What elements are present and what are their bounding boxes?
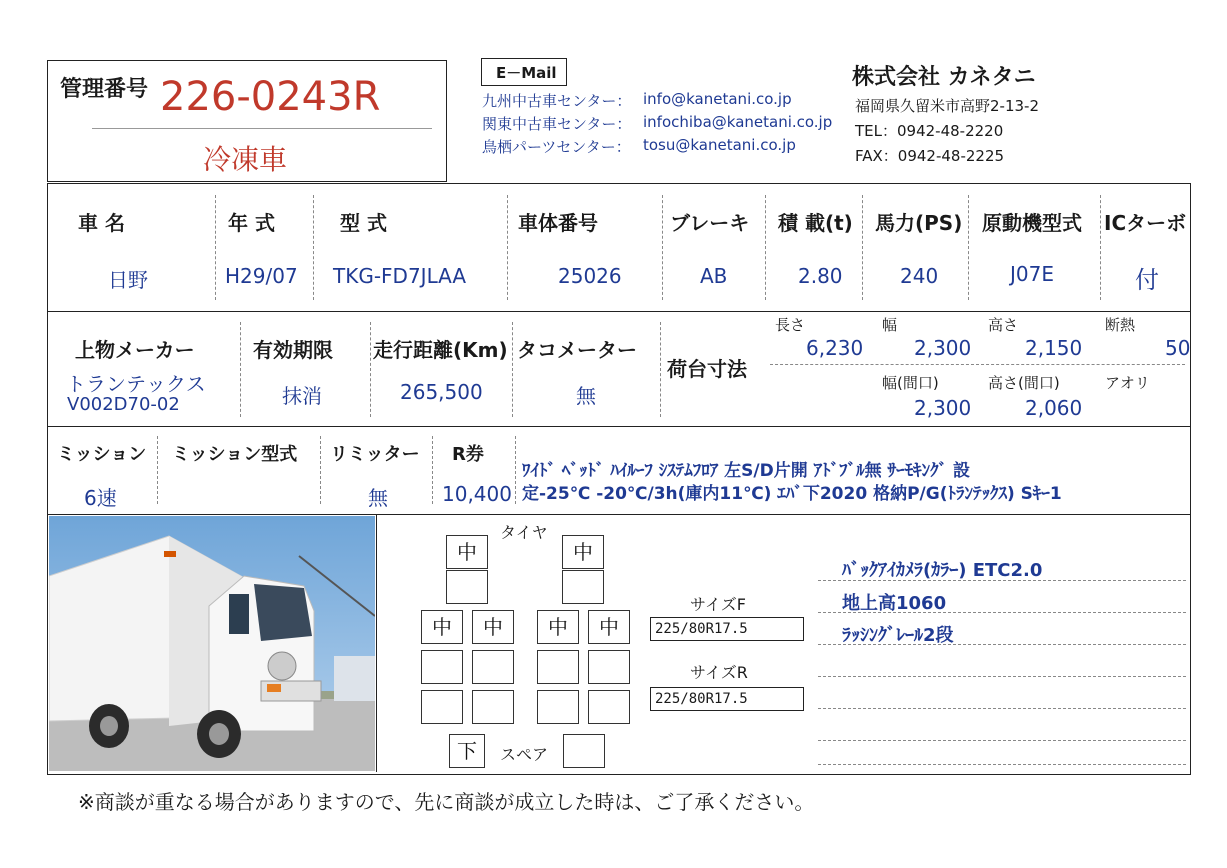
tire-front-left: 中: [446, 535, 488, 569]
notes-line-2: 定-25℃ -20℃/3h(庫内11℃) ｴﾊﾞ下2020 格納P/G(ﾄﾗﾝﾃｯｸｽ) Sｷｰ1: [522, 484, 1062, 504]
email-center-0: 九州中古車センター：: [482, 92, 632, 110]
company-fax: FAX：0942-48-2225: [855, 147, 1005, 165]
mission-value: 6速: [84, 486, 117, 510]
equipment-line: [818, 580, 1186, 581]
row3-col-line: [157, 436, 158, 504]
header-horsepower: 馬力(PS): [875, 211, 963, 235]
header-ic-turbo: ICターボ: [1104, 211, 1187, 235]
cargo-size-label: 荷台寸法: [667, 357, 747, 381]
opening-width-value: 2,300: [914, 396, 972, 420]
header-chassis: 車体番号: [518, 211, 598, 235]
insulation-label: 断熱: [1105, 316, 1136, 334]
size-f-label: サイズF: [690, 595, 746, 614]
width-value: 2,300: [914, 336, 972, 360]
row1-col-line: [765, 195, 766, 300]
value-year: H29/07: [225, 264, 298, 288]
row2-col-line: [370, 322, 371, 417]
tire-rear2-left-inner: [472, 650, 514, 684]
mission-type-label: ミッション型式: [172, 444, 298, 465]
r-ticket-value: 10,400: [442, 482, 512, 506]
tire-spare: 下: [449, 734, 485, 768]
equipment-line: [818, 764, 1186, 765]
row3-col-line: [320, 436, 321, 504]
value-chassis: 25026: [558, 264, 622, 288]
tire-rear2-left-outer: [421, 650, 463, 684]
photo-border: [376, 514, 377, 772]
row1-divider: [47, 311, 1191, 312]
value-car-name: 日野: [108, 268, 148, 292]
header-model: 型 式: [340, 211, 387, 235]
mileage-label: 走行距離(Km): [373, 338, 508, 362]
cargo-dash-line: [770, 364, 1185, 365]
tire-front-right: 中: [562, 535, 604, 569]
tire-rear3-right-inner: [537, 690, 579, 724]
body-maker: トランテックス: [66, 372, 206, 396]
tire-spare-2: [563, 734, 605, 768]
tachometer-value: 無: [576, 384, 596, 408]
width-label: 幅: [882, 316, 898, 334]
email-address-1[interactable]: infochiba@kanetani.co.jp: [643, 113, 833, 131]
header-year: 年 式: [228, 211, 275, 235]
value-horsepower: 240: [900, 264, 939, 288]
row3-col-line: [432, 436, 433, 504]
row1-col-line: [507, 195, 508, 300]
value-load: 2.80: [798, 264, 843, 288]
row1-col-line: [862, 195, 863, 300]
tire-front-left-inner: [446, 570, 488, 604]
size-f-value: 225/80R17.5: [655, 621, 748, 637]
management-divider: [92, 128, 432, 129]
opening-height-label: 高さ(間口): [988, 374, 1060, 392]
email-center-2: 鳥栖パーツセンター：: [482, 138, 631, 156]
row3-divider: [47, 514, 1191, 515]
footer-notice: ※商談が重なる場合がありますので、先に商談が成立した時は、ご了承ください。: [78, 790, 815, 814]
row1-col-line: [215, 195, 216, 300]
tire-rear3-left-outer: [421, 690, 463, 724]
email-address-0[interactable]: info@kanetani.co.jp: [643, 90, 792, 108]
tachometer-label: タコメーター: [517, 338, 637, 362]
opening-width-label: 幅(間口): [882, 374, 939, 392]
equipment-item-2: ﾗｯｼﾝｸﾞﾚｰﾙ2段: [842, 625, 954, 646]
company-name: 株式会社 カネタニ: [852, 65, 1036, 90]
row2-divider: [47, 426, 1191, 427]
height-label: 高さ: [988, 316, 1019, 334]
row1-col-line: [662, 195, 663, 300]
header-car-name: 車 名: [78, 211, 125, 235]
tire-rear2-right-outer: [588, 650, 630, 684]
validity-value: 抹消: [282, 384, 322, 408]
opening-height-value: 2,060: [1025, 396, 1083, 420]
notes-line-1: ﾜｲﾄﾞ ﾍﾞｯﾄﾞ ﾊｲﾙｰﾌ ｼｽﾃﾑﾌﾛｱ 左S/D片開 ｱﾄﾞﾌﾞﾙ無 ｻｰﾓｷﾝｸﾞ 設: [522, 461, 970, 481]
aori-label: アオリ: [1105, 374, 1150, 392]
validity-label: 有効期限: [253, 338, 333, 362]
tire-title: タイヤ: [500, 523, 548, 542]
equipment-line: [818, 612, 1186, 613]
equipment-line: [818, 676, 1186, 677]
tire-rear3-right-outer: [588, 690, 630, 724]
tire-rear-left-inner: 中: [472, 610, 514, 644]
truck-photo: [49, 516, 375, 771]
value-engine: J07E: [1010, 262, 1054, 286]
tire-front-right-inner: [562, 570, 604, 604]
header-brake: ブレーキ: [670, 211, 750, 235]
header-engine: 原動機型式: [982, 211, 1082, 235]
equipment-line: [818, 644, 1186, 645]
limiter-value: 無: [368, 486, 388, 510]
tire-rear-right-inner: 中: [537, 610, 579, 644]
company-address: 福岡県久留米市高野2-13-2: [855, 97, 1039, 115]
length-value: 6,230: [806, 336, 864, 360]
mileage-value: 265,500: [400, 380, 483, 404]
company-tel: TEL：0942-48-2220: [855, 122, 1004, 140]
mission-label: ミッション: [57, 444, 147, 465]
height-value: 2,150: [1025, 336, 1083, 360]
row2-col-line: [660, 322, 661, 417]
equipment-line: [818, 708, 1186, 709]
equipment-item-0: ﾊﾞｯｸｱｲｶﾒﾗ(ｶﾗｰ) ETC2.0: [842, 560, 1043, 581]
tire-rear-right-outer: 中: [588, 610, 630, 644]
vehicle-category: 冷凍車: [203, 143, 288, 176]
row2-col-line: [512, 322, 513, 417]
length-label: 長さ: [775, 316, 806, 334]
size-r-label: サイズR: [690, 663, 748, 682]
value-model: TKG-FD7JLAA: [333, 264, 467, 288]
row1-col-line: [968, 195, 969, 300]
row3-col-line: [515, 436, 516, 504]
size-r-value: 225/80R17.5: [655, 691, 748, 707]
value-brake: AB: [700, 264, 728, 288]
row2-col-line: [240, 322, 241, 417]
management-label: 管理番号: [60, 77, 149, 102]
tire-rear2-right-inner: [537, 650, 579, 684]
body-maker-label: 上物メーカー: [75, 338, 195, 362]
tire-rear-left-outer: 中: [421, 610, 463, 644]
email-address-2[interactable]: tosu@kanetani.co.jp: [643, 136, 796, 154]
value-ic-turbo: 付: [1135, 266, 1159, 294]
header-load: 積 載(t): [778, 211, 853, 235]
row1-col-line: [1100, 195, 1101, 300]
row1-col-line: [313, 195, 314, 300]
equipment-line: [818, 740, 1186, 741]
management-number: 226-0243R: [160, 74, 381, 120]
spare-label: スペア: [500, 745, 549, 764]
email-center-1: 関東中古車センター：: [482, 115, 632, 133]
email-title: E－Mail: [496, 64, 557, 82]
limiter-label: リミッター: [330, 444, 420, 465]
tire-rear3-left-inner: [472, 690, 514, 724]
insulation-value: 50: [1165, 336, 1191, 360]
r-ticket-label: R券: [452, 444, 484, 465]
body-model: V002D70-02: [67, 394, 180, 415]
equipment-item-1: 地上高1060: [842, 593, 947, 614]
